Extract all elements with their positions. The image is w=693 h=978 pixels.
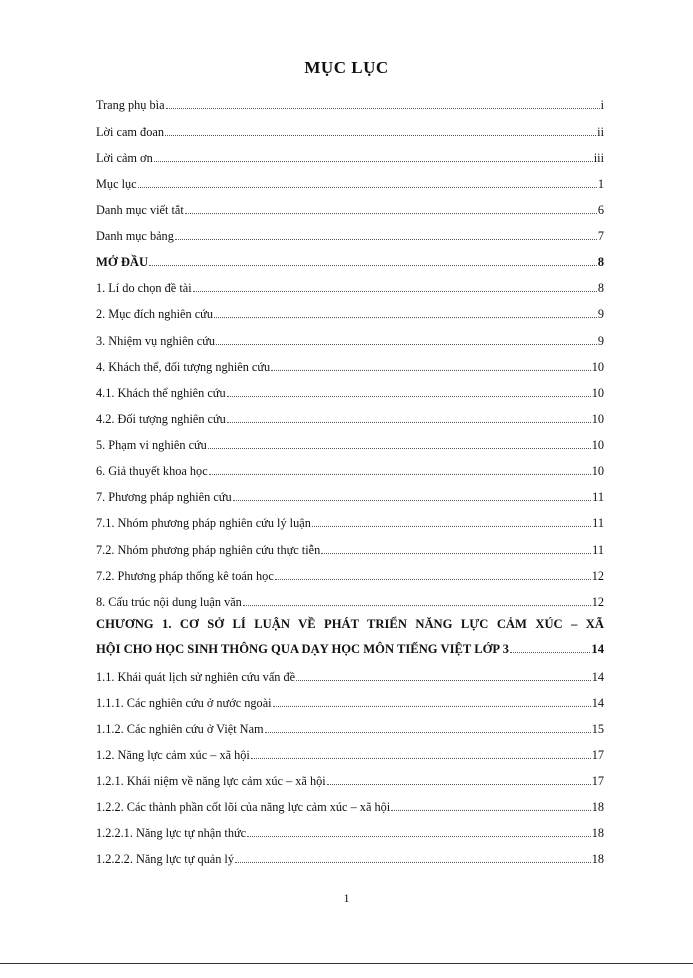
toc-entry-label: 5. Phạm vi nghiên cứu — [96, 438, 207, 452]
toc-entry — [96, 334, 604, 349]
toc-entry-page: i — [600, 98, 604, 112]
dot-leader — [235, 852, 591, 863]
toc-entry-page: 15 — [591, 722, 604, 736]
toc-entry-label: 1.2.2.2. Năng lực tự quản lý — [96, 852, 234, 866]
toc-entry — [96, 595, 604, 610]
toc-entry-page: 12 — [591, 569, 604, 583]
dot-leader — [214, 307, 597, 318]
toc-entry-label: 4.2. Đối tượng nghiên cứu — [96, 412, 226, 426]
toc-entry-label: 4. Khách thể, đối tượng nghiên cứu — [96, 360, 271, 374]
toc-entry-page: 1 — [597, 177, 604, 191]
dot-leader — [275, 569, 591, 580]
dot-leader — [227, 412, 591, 423]
dot-leader — [243, 595, 591, 606]
toc-entry-page: 11 — [592, 516, 604, 530]
toc-entry — [96, 386, 604, 401]
toc-entry-label: 2. Mục đích nghiên cứu — [96, 307, 213, 321]
toc-entry-page: 8 — [597, 281, 604, 295]
toc-entry-label: 1.2.2. Các thành phần cốt lõi của năng lực cảm xúc – xã hội — [96, 800, 391, 814]
toc-entry — [96, 255, 604, 270]
toc-entry-page: 14 — [591, 696, 604, 710]
dot-leader — [165, 125, 596, 136]
toc-entry-page: 11 — [592, 543, 604, 557]
toc-entry-label: 4.1. Khách thể nghiên cứu — [96, 386, 226, 400]
toc-entry — [96, 800, 604, 815]
toc-entry-label: Lời cảm ơn — [96, 151, 153, 165]
toc-entry-page: 18 — [591, 852, 604, 866]
toc-entry-label: 3. Nhiệm vụ nghiên cứu — [96, 334, 216, 348]
toc-entry-page: 14 — [591, 670, 604, 684]
page-footer-number: 1 — [343, 891, 350, 905]
dot-leader — [247, 826, 591, 837]
chapter-title-line-2 — [96, 637, 604, 662]
dot-leader — [175, 229, 597, 240]
toc-entry-label: Danh mục viết tắt — [96, 203, 184, 217]
toc-entry-page: 11 — [592, 490, 604, 504]
toc-entry-label: 1. Lí do chọn đề tài — [96, 281, 192, 295]
toc-entry-page: 10 — [591, 464, 604, 478]
chapter-title-line-1: CHƯƠNG 1. CƠ SỞ LÍ LUẬN VỀ PHÁT TRIỂN NĂNG LỰC CẢM XÚC – XÃ — [96, 617, 604, 631]
toc-entry-label: 1.2.2.1. Năng lực tự nhận thức — [96, 826, 247, 840]
toc-entry-label: 7.2. Phương pháp thống kê toán học — [96, 569, 274, 583]
toc-entry — [96, 281, 604, 296]
toc-entry-page: ii — [597, 125, 604, 139]
dot-leader — [209, 464, 591, 475]
toc-entry-label: 1.1.1. Các nghiên cứu ở nước ngoài — [96, 696, 272, 710]
toc-entry — [96, 722, 604, 737]
dot-leader — [321, 543, 591, 554]
toc-entry — [96, 360, 604, 375]
dot-leader — [273, 696, 591, 707]
toc-entry-label: 1.1. Khái quát lịch sử nghiên cứu vấn đề — [96, 670, 296, 684]
toc-entry — [96, 229, 604, 244]
toc-entry — [96, 151, 604, 166]
toc-entry — [96, 203, 604, 218]
toc-entry-label: Danh mục bảng — [96, 229, 174, 243]
toc-entry-page: 9 — [597, 307, 604, 321]
dot-leader — [271, 360, 591, 371]
toc-entry — [96, 516, 604, 531]
toc-entry-label: 1.2. Năng lực cảm xúc – xã hội — [96, 748, 250, 762]
toc-entry — [96, 543, 604, 558]
toc-entry-page: 10 — [591, 360, 604, 374]
toc-entry-page: 17 — [591, 774, 604, 788]
toc-entry-page: 12 — [591, 595, 604, 609]
toc-entry — [96, 852, 604, 867]
toc-entry-page: 9 — [597, 334, 604, 348]
toc-entry-label: 8. Cấu trúc nội dung luận văn — [96, 595, 242, 609]
toc-entry-label: Mục lục — [96, 177, 137, 191]
dot-leader — [193, 281, 597, 292]
toc-entry-page: 18 — [591, 800, 604, 814]
page-title: MỤC LỤC — [304, 58, 389, 77]
bottom-divider — [0, 963, 693, 964]
toc-entry-page: 10 — [591, 438, 604, 452]
dot-leader — [216, 334, 597, 345]
chapter-page-number: 14 — [591, 642, 604, 656]
dot-leader — [251, 748, 591, 759]
toc-entry — [96, 696, 604, 711]
dot-leader — [227, 386, 591, 397]
toc-entry-label: 1.2.1. Khái niệm về năng lực cảm xúc – xã hội — [96, 774, 326, 788]
dot-leader — [208, 438, 591, 449]
toc-entry-label: 7.1. Nhóm phương pháp nghiên cứu lý luận — [96, 516, 311, 530]
toc-entry-page: 17 — [591, 748, 604, 762]
toc-entry-page: 8 — [597, 255, 604, 269]
toc-entry — [96, 569, 604, 584]
dot-leader — [166, 98, 600, 109]
dot-leader — [233, 490, 592, 501]
toc-entry-label: 7.2. Nhóm phương pháp nghiên cứu thực tiễn — [96, 543, 321, 557]
toc-entry — [96, 412, 604, 427]
dot-leader — [149, 255, 597, 266]
toc-entry-page: 10 — [591, 386, 604, 400]
toc-entry-label: 6. Giả thuyết khoa học — [96, 464, 208, 478]
toc-entry — [96, 748, 604, 763]
toc-entry — [96, 307, 604, 322]
toc-entry-page: iii — [593, 151, 604, 165]
dot-leader — [296, 670, 591, 681]
chapter-title-text: HỘI CHO HỌC SINH THÔNG QUA DẠY HỌC MÔN TIẾNG VIỆT LỚP 3 — [96, 642, 509, 656]
dot-leader — [154, 151, 593, 162]
toc-entry-page: 7 — [597, 229, 604, 243]
toc-entry — [96, 490, 604, 505]
toc-entry-page: 10 — [591, 412, 604, 426]
toc-entry — [96, 774, 604, 789]
dot-leader — [510, 642, 591, 653]
toc-entry-label: Lời cam đoan — [96, 125, 164, 139]
toc-entry — [96, 670, 604, 685]
dot-leader — [391, 800, 591, 811]
toc-entry — [96, 177, 604, 192]
toc-entry — [96, 438, 604, 453]
dot-leader — [312, 516, 591, 527]
toc-entry-page: 18 — [591, 826, 604, 840]
toc-entry-label: 7. Phương pháp nghiên cứu — [96, 490, 232, 504]
toc-entry — [96, 464, 604, 479]
dot-leader — [327, 774, 591, 785]
dot-leader — [138, 177, 597, 188]
toc-entry — [96, 826, 604, 841]
dot-leader — [185, 203, 597, 214]
toc-chapter-1 — [96, 612, 604, 662]
toc-entry-label: Trang phụ bìa — [96, 98, 165, 112]
toc-entry — [96, 98, 604, 113]
toc-entry — [96, 125, 604, 140]
toc-entry-label: 1.1.2. Các nghiên cứu ở Việt Nam — [96, 722, 264, 736]
toc-entry-label: MỞ ĐẦU — [96, 255, 149, 269]
dot-leader — [265, 722, 591, 733]
toc-entry-page: 6 — [597, 203, 604, 217]
